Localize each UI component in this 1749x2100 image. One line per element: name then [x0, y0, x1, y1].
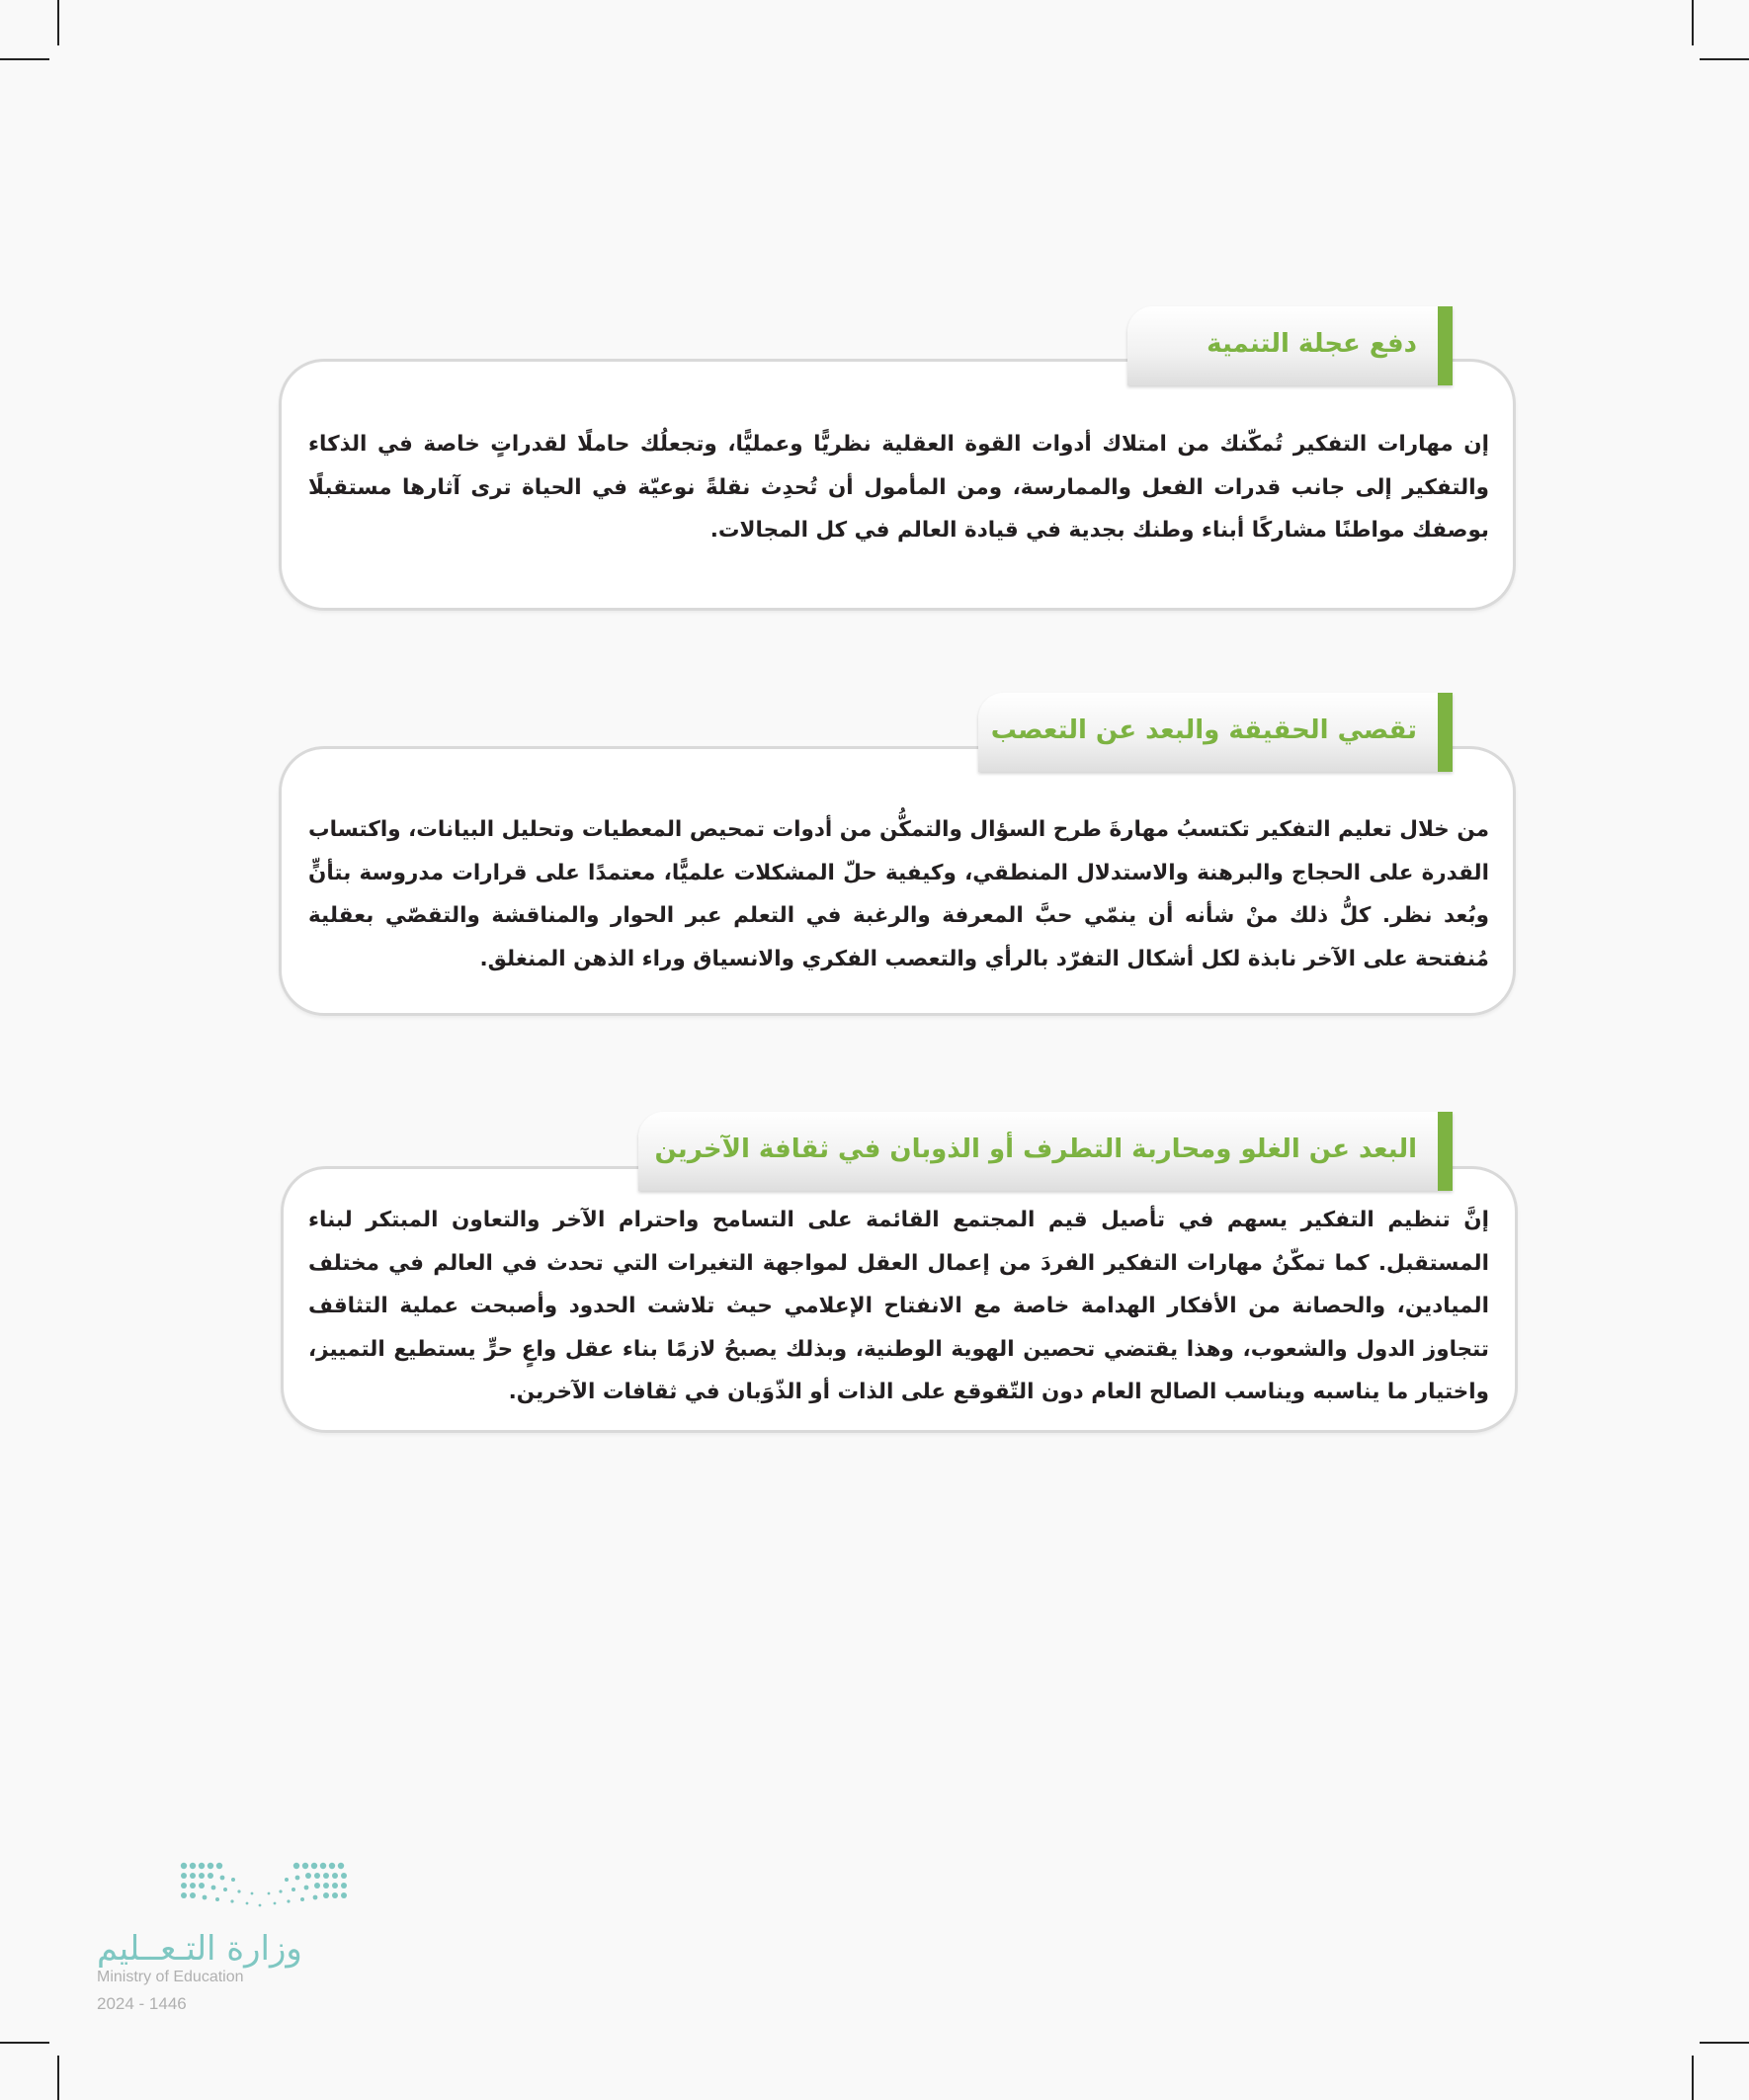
crop-mark: [0, 2042, 49, 2044]
section-title: دفع عجلة التنمية: [1207, 329, 1417, 359]
accent-bar: [1438, 1112, 1453, 1191]
crop-mark: [1692, 2056, 1694, 2100]
section-body: إنَّ تنظيم التفكير يسهم في تأصيل قيم المجتمع القائمة على التسامح واحترام الآخر والتعاون المبتكر لبناء المستقبل. كما تمكّنُ مهارات التفكير الفردَ من إعمال العقل لمواجهة التغيرات التي تحدث في العالم في مختلف الميادين، والحصانة من الأفكار الهدامة خاصة مع الانفتاح الإعلامي حيث تلاشت الحدود وأصبحت عملية التثاقف تتجاوز الدول والشعوب، وهذا يقتضي تحصين الهوية الوطنية، وبذلك يصبحُ لازمًا بناء عقل واعٍ حرٍّ يستطيع التمييز، واختيار ما يناسبه ويناسب الصالح العام دون التّقوقع على الذات أو الذّوَبان في ثقافات الآخرين.: [308, 1208, 1489, 1404]
academic-year: 2024 - 1446: [97, 1994, 187, 2013]
section-body: إن مهارات التفكير تُمكّنك من امتلاك أدوات القوة العقلية نظريًّا وعمليًّا، وتجعلُك حاملًا لقدراتٍ خاصة في الذكاء والتفكير إلى جانب قدرات الفعل والممارسة، ومن المأمول أن تُحدِث نقلةً نوعيّة في الحياة ترى آثارها مستقبلًا بوصفك مواطنًا مشاركًا أبناء وطنك بجدية في قيادة العالم في كل المجالات.: [308, 432, 1489, 543]
crop-mark: [1700, 2042, 1749, 2044]
section-title: البعد عن الغلو ومحاربة التطرف أو الذوبان في ثقافة الآخرين: [654, 1134, 1417, 1164]
crop-mark: [0, 58, 49, 60]
accent-bar: [1438, 693, 1453, 772]
crop-mark: [57, 0, 59, 45]
ministry-name-arabic: وزارة التـعــليم: [97, 1929, 302, 1969]
accent-bar: [1438, 306, 1453, 385]
crop-mark: [1692, 0, 1694, 45]
section-body: من خلال تعليم التفكير تكتسبُ مهارةَ طرح السؤال والتمكُّن من أدوات تمحيص المعطيات وتحليل البيانات، واكتساب القدرة على الحجاج والبرهنة والاستدلال المنطقي، وكيفية حلّ المشكلات علميًّا، معتمدًا على قرارات مدروسة بتأنٍّ وبُعد نظر. كلُّ ذلك منْ شأنه أن ينمّي حبَّ المعرفة والرغبة في التعلم عبر الحوار والمناقشة والتقصّي بعقلية مُنفتحة على الآخر نابذة لكل أشكال التفرّد بالرأي والتعصب الفكري والانسياق وراء الذهن المنغلق.: [308, 817, 1489, 971]
section-title-tab: [638, 1112, 1453, 1191]
section-title: تقصي الحقيقة والبعد عن التعصب: [990, 715, 1417, 745]
ministry-name-english: Ministry of Education: [97, 1969, 244, 1985]
ministry-logo-icon: [178, 1858, 356, 1917]
section-title-tab: [978, 693, 1453, 772]
section-title-tab: [1127, 306, 1453, 385]
crop-mark: [57, 2056, 59, 2100]
crop-mark: [1700, 58, 1749, 60]
